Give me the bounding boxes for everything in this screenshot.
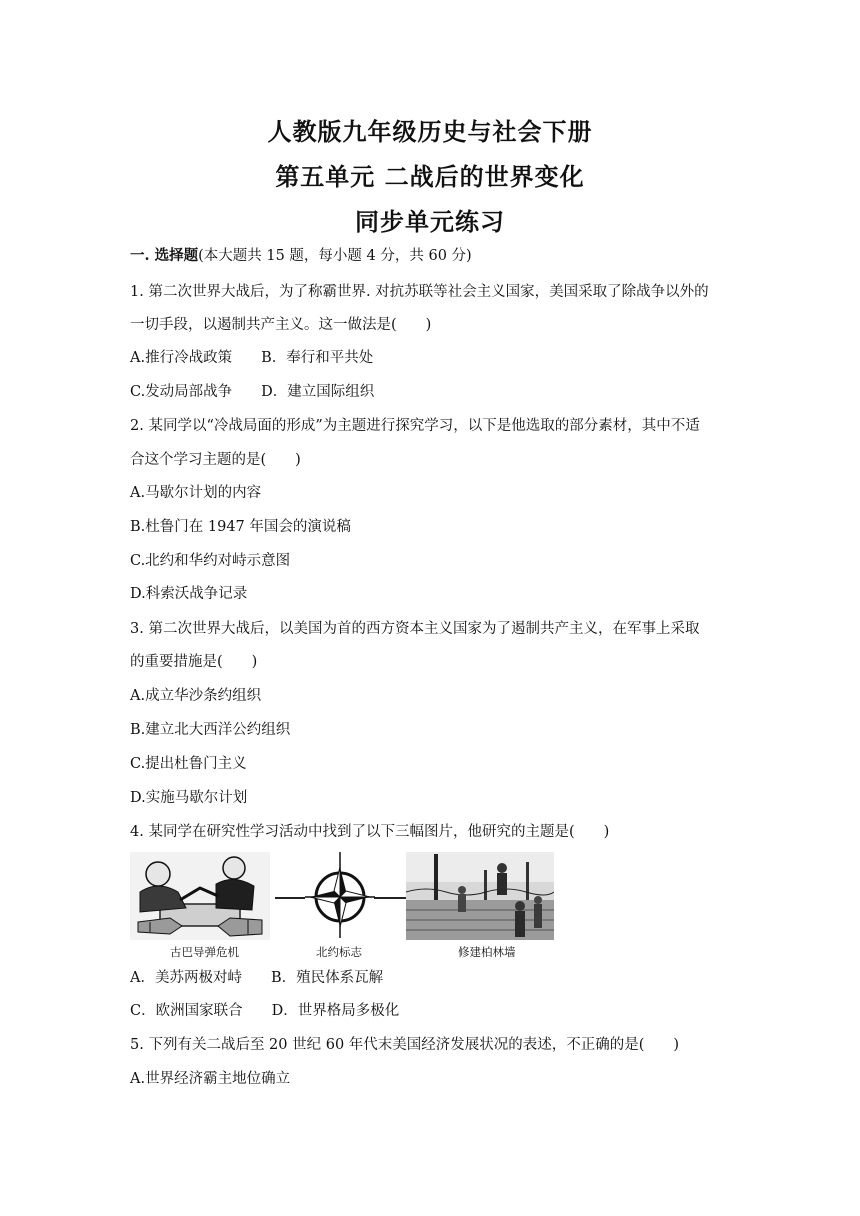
q3-stem-line-1: 3. 第二次世界大战后，以美国为首的西方资本主义国家为了遏制共产主义，在军事上采取 <box>130 621 700 637</box>
q1-stem-line-2: 一切手段，以遏制共产主义。这一做法是( ) <box>130 317 432 333</box>
doc-title-line-3: 同步单元练习 <box>355 208 505 236</box>
q3-option-b: B.建立北大西洋公约组织 <box>130 722 291 738</box>
q3-option-d: D.实施马歇尔计划 <box>130 790 248 806</box>
q4-options-ab: A．美苏两极对峙 B．殖民体系瓦解 <box>130 970 384 986</box>
q3-option-c: C.提出杜鲁门主义 <box>130 756 247 772</box>
q2-option-c: C.北约和华约对峙示意图 <box>130 553 291 569</box>
section-label: 一. 选择题 <box>130 247 199 264</box>
q5-stem: 5. 下列有关二战后至 20 世纪 60 年代末美国经济发展状况的表述，不正确的是( ) <box>130 1037 680 1053</box>
q1-stem-line-1: 1. 第二次世界大战后，为了称霸世界. 对抗苏联等社会主义国家，美国采取了除战争以外的 <box>130 284 709 300</box>
q2-option-d: D.科索沃战争记录 <box>130 586 248 602</box>
q4-options-cd: C．欧洲国家联合 D．世界格局多极化 <box>130 1003 400 1019</box>
q4-stem: 4. 某同学在研究性学习活动中找到了以下三幅图片，他研究的主题是( ) <box>130 824 610 840</box>
q2-option-b: B.杜鲁门在 1947 年国会的演说稿 <box>130 519 351 535</box>
caption-nato-emblem: 北约标志 <box>316 945 362 959</box>
figure-connector-left <box>275 897 305 899</box>
section-description: (本大题共 15 题，每小题 4 分，共 60 分) <box>198 248 472 264</box>
q1-options-ab: A.推行冷战政策 B．奉行和平共处 <box>130 350 374 366</box>
figure-connector-right <box>374 897 408 899</box>
section-heading <box>130 246 736 266</box>
caption-cuban-missile-crisis: 古巴导弹危机 <box>170 945 239 959</box>
q1-options-cd: C.发动局部战争 D．建立国际组织 <box>130 384 375 400</box>
q2-stem-line-2: 合这个学习主题的是( ) <box>130 452 301 468</box>
q2-stem-line-1: 2. 某同学以“冷战局面的形成”为主题进行探究学习，以下是他选取的部分素材，其中不适 <box>130 418 700 434</box>
doc-title-line-1: 人教版九年级历史与社会下册 <box>267 118 593 146</box>
doc-title-line-2: 第五单元 二战后的世界变化 <box>275 163 585 191</box>
q3-option-a: A.成立华沙条约组织 <box>130 688 262 704</box>
caption-berlin-wall: 修建柏林墙 <box>458 945 516 959</box>
q3-stem-line-2: 的重要措施是( ) <box>130 654 258 670</box>
q5-option-a: A.世界经济霸主地位确立 <box>130 1071 291 1087</box>
q2-option-a: A.马歇尔计划的内容 <box>130 485 262 501</box>
